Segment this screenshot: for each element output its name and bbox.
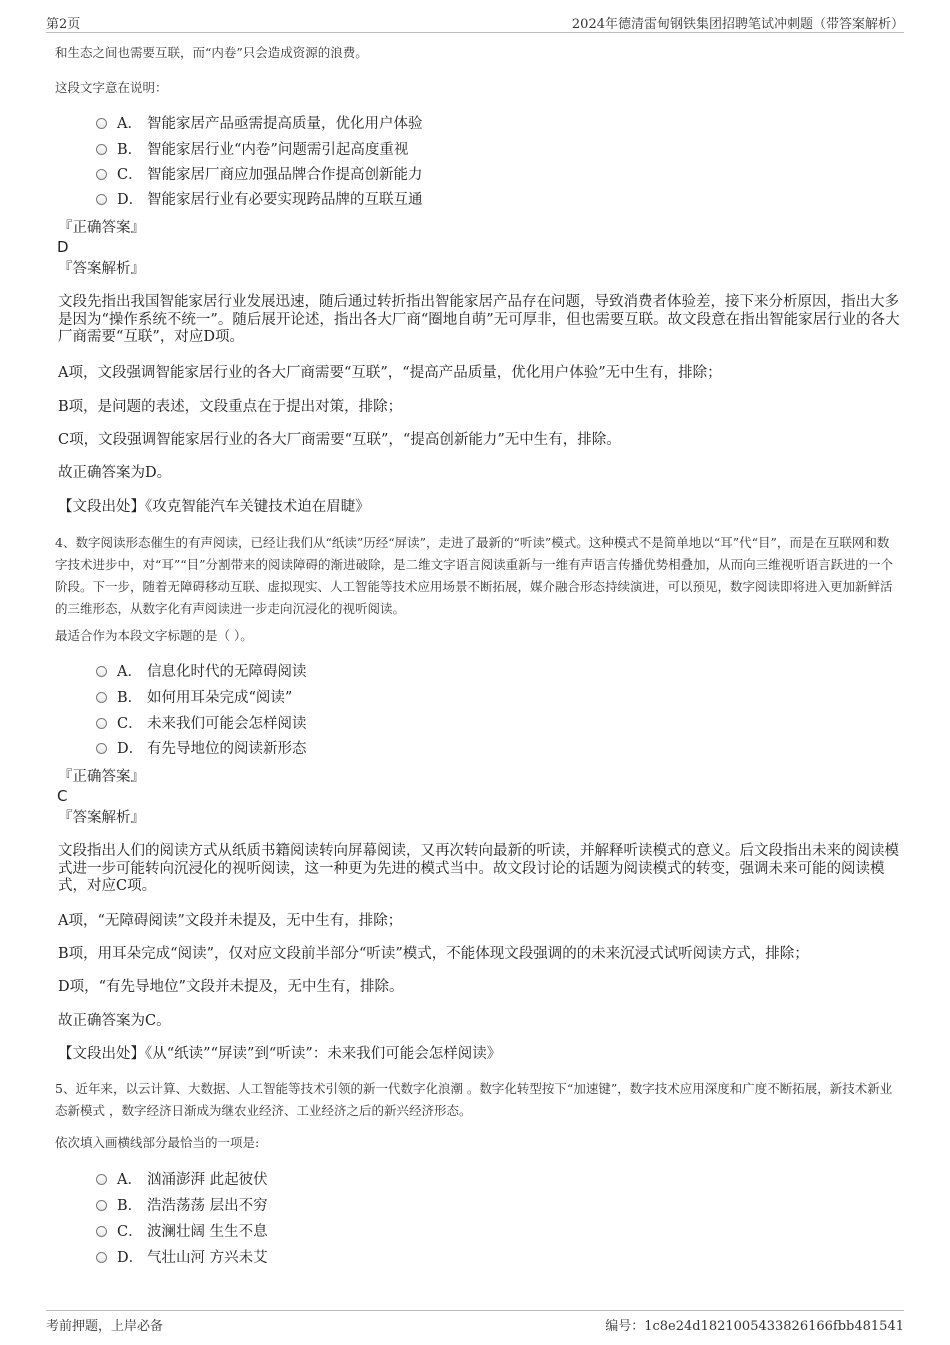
option-text: 浩浩荡荡 层出不穷 <box>147 1198 268 1214</box>
option-text: 智能家居产品亟需提高质量，优化用户体验 <box>147 116 423 132</box>
q4-passage: 4、数字阅读形态催生的有声阅读，已经让我们从“纸读”历经“屏读”，走进了最新的“听读”模式。这种模式不是简单地以“耳”代“目”，而是在互联网和数字技术进步中，对“耳”“目”分割带来的阅读障碍的渐进破除，是二维文字语言阅读重新与一维有声语言传播优势相叠加，从而向三维视听语言跃进的一个阶段。下一步，随着无障碍移动互联、虚拟现实、人工智能等技术应用场景不断拓展，媒介融合形态持续演进，可以预见，数字阅读即将进入更加新鲜活的三维形态，从数字化有声阅读进一步走向沉浸化的视听阅读。 <box>55 535 894 616</box>
q3-analysis-label: 『答案解析』 <box>58 261 145 277</box>
option-letter: A． <box>117 664 142 680</box>
option-text: 智能家居厂商应加强品牌合作提高创新能力 <box>147 167 423 183</box>
option-text: 气壮山河 方兴未艾 <box>147 1250 268 1266</box>
q5-option-a[interactable] <box>96 1168 268 1192</box>
q3-source: 【文段出处】《攻克智能汽车关键技术迫在眉睫》 <box>58 499 370 515</box>
option-text: 智能家居行业“内卷”问题需引起高度重视 <box>147 142 409 158</box>
q3-note-c: C项，文段强调智能家居行业的各大厂商需要“互联”，“提高创新能力”无中生有，排除。 <box>58 432 621 448</box>
q4-conclusion: 故正确答案为C。 <box>58 1013 171 1029</box>
radio-icon[interactable] <box>96 1174 107 1185</box>
q3-answer: D <box>57 238 69 256</box>
radio-icon[interactable] <box>96 692 107 703</box>
option-letter: C． <box>117 1224 143 1240</box>
option-letter: D． <box>117 192 144 208</box>
option-letter: A． <box>117 116 142 132</box>
q3-option-d[interactable] <box>96 188 423 212</box>
q4-option-b[interactable] <box>96 686 292 710</box>
q4-answer-label: 『正确答案』 <box>58 769 145 785</box>
page-header <box>46 12 904 33</box>
q5-passage: 5、近年来，以云计算、大数据、人工智能等技术引领的新一代数字化浪潮 。数字化转型按下“加速键”，数字技术应用深度和广度不断拓展，新技术新业态新模式 ，数字经济日渐成为继农业经济、工业经济之后的新兴经济形态。 <box>55 1081 893 1118</box>
q4-analysis-label: 『答案解析』 <box>58 810 145 826</box>
radio-icon[interactable] <box>96 718 107 729</box>
option-text: 波澜壮阔 生生不息 <box>147 1224 268 1240</box>
page-number: 第2页 <box>46 17 81 32</box>
q4-option-a[interactable] <box>96 660 307 684</box>
document-title: 2024年德清雷甸钢铁集团招聘笔试冲刺题（带答案解析） <box>571 17 904 32</box>
radio-icon[interactable] <box>96 743 107 754</box>
q3-option-c[interactable] <box>96 163 423 187</box>
q3-option-a[interactable] <box>96 112 423 136</box>
option-letter: B． <box>117 142 143 158</box>
radio-icon[interactable] <box>96 144 107 155</box>
page-footer <box>46 1310 904 1333</box>
q3-passage-tail: 和生态之间也需要互联，而“内卷”只会造成资源的浪费。 <box>55 45 368 60</box>
document-serial: 编号：1c8e24d1821005433826166fbb481541 <box>605 1319 904 1334</box>
option-letter: D． <box>117 1250 144 1266</box>
option-text: 如何用耳朵完成“阅读” <box>147 690 293 706</box>
q5-option-b[interactable] <box>96 1194 268 1218</box>
q5-option-c[interactable] <box>96 1220 268 1244</box>
q5-stem: 依次填入画横线部分最恰当的一项是: <box>55 1135 260 1150</box>
q4-stem: 最适合作为本段文字标题的是（ ）。 <box>55 628 253 643</box>
q4-option-d[interactable] <box>96 737 307 761</box>
option-text: 未来我们可能会怎样阅读 <box>147 716 307 732</box>
radio-icon[interactable] <box>96 1252 107 1263</box>
option-letter: C． <box>117 167 143 183</box>
q4-option-c[interactable] <box>96 712 307 736</box>
radio-icon[interactable] <box>96 666 107 677</box>
footer-slogan: 考前押题，上岸必备 <box>46 1319 164 1334</box>
q4-note-b: B项，用耳朵完成“阅读”，仅对应文段前半部分“听读”模式，不能体现文段强调的的未来沉浸式试听阅读方式，排除； <box>58 946 809 962</box>
option-letter: B． <box>117 690 143 706</box>
radio-icon[interactable] <box>96 118 107 129</box>
option-letter: C． <box>117 716 143 732</box>
q3-analysis: 文段先指出我国智能家居行业发展迅速，随后通过转折指出智能家居产品存在问题，导致消费者体验差，接下来分析原因，指出大多是因为“操作系统不统一”。随后展开论述，指出各大厂商“圈地自萌”无可厚非，但也需要互联。故文段意在指出智能家居行业的各大厂商需要“互联”，对应D项。 <box>58 294 900 345</box>
q4-note-d: D项，“有先导地位”文段并未提及，无中生有，排除。 <box>58 979 404 995</box>
option-letter: A． <box>117 1172 142 1188</box>
q3-option-b[interactable] <box>96 138 408 162</box>
radio-icon[interactable] <box>96 169 107 180</box>
q4-source: 【文段出处】《从“纸读”“屏读”到“听读”：未来我们可能会怎样阅读》 <box>58 1046 502 1062</box>
q3-stem: 这段文字意在说明： <box>55 80 168 95</box>
option-letter: D． <box>117 741 144 757</box>
q3-note-b: B项，是问题的表述，文段重点在于提出对策，排除； <box>58 399 403 415</box>
q4-analysis: 文段指出人们的阅读方式从纸质书籍阅读转向屏幕阅读，又再次转向最新的听读，并解释听读模式的意义。后文段指出未来的阅读模式进一步可能转向沉浸化的视听阅读，这一种更为先进的模式当中。故文段讨论的话题为阅读模式的转变，强调未来可能的阅读模式，对应C项。 <box>58 843 899 894</box>
option-text: 汹涌澎湃 此起彼伏 <box>147 1172 268 1188</box>
option-text: 有先导地位的阅读新形态 <box>147 741 307 757</box>
q3-conclusion: 故正确答案为D。 <box>58 465 172 481</box>
q5-option-d[interactable] <box>96 1246 268 1270</box>
radio-icon[interactable] <box>96 1226 107 1237</box>
radio-icon[interactable] <box>96 194 107 205</box>
q3-answer-label: 『正确答案』 <box>58 220 145 236</box>
radio-icon[interactable] <box>96 1200 107 1211</box>
q4-note-a: A项，“无障碍阅读”文段并未提及，无中生有，排除； <box>58 913 403 929</box>
option-text: 智能家居行业有必要实现跨品牌的互联互通 <box>147 192 423 208</box>
option-text: 信息化时代的无障碍阅读 <box>147 664 307 680</box>
option-letter: B． <box>117 1198 143 1214</box>
q4-answer: C <box>57 787 68 805</box>
q3-note-a: A项，文段强调智能家居行业的各大厂商需要“互联”，“提高产品质量，优化用户体验”无中生有，排除； <box>58 365 722 381</box>
